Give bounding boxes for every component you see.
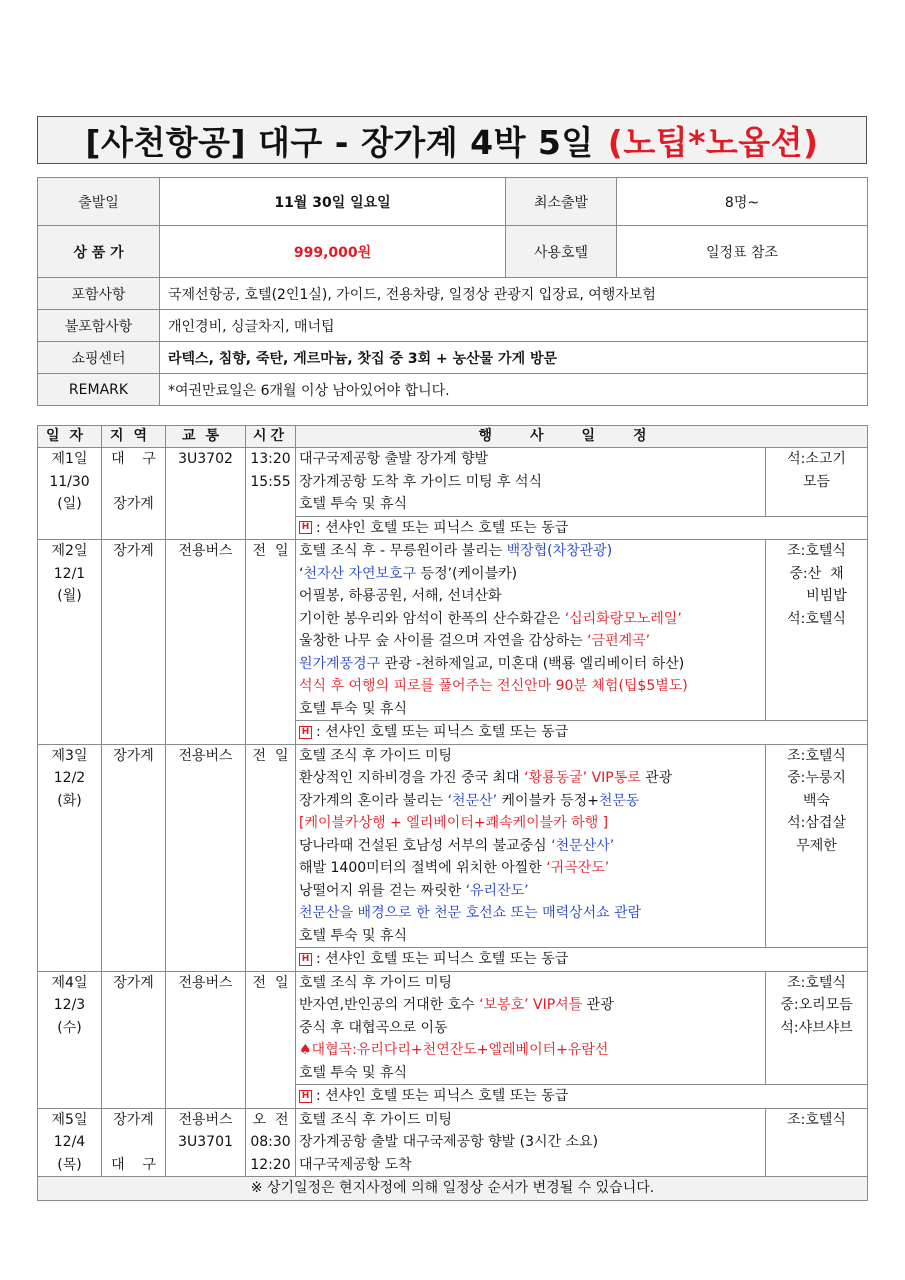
header-region: 지역 bbox=[102, 426, 166, 448]
day1-time1: 13:20 bbox=[250, 451, 291, 467]
day1-meal1: 석:소고기 bbox=[787, 451, 846, 467]
day5-region2: 대 구 bbox=[111, 1156, 156, 1173]
day3-meal4: 석:삼겹살 bbox=[787, 815, 846, 831]
day4-meal3: 석:샤브샤브 bbox=[780, 1019, 853, 1036]
day2-a3: 어필봉, 하룡공원, 서해, 선녀산화 bbox=[299, 588, 502, 604]
info-table bbox=[37, 177, 868, 406]
day2-date-cell bbox=[38, 540, 102, 745]
hotel-icon: H bbox=[299, 953, 312, 966]
day1-label: 제1일 bbox=[51, 451, 88, 467]
day5-meals bbox=[766, 1108, 868, 1177]
day2-row bbox=[38, 540, 868, 721]
day5-a2: 장가계공항 출발 대구국제공항 향발 (3시간 소요) bbox=[299, 1134, 599, 1150]
day4-activities bbox=[296, 971, 766, 1085]
day3-a2-post: 관광 bbox=[640, 770, 673, 786]
day1-region2: 장가계 bbox=[113, 496, 154, 512]
day3-a3-hl1: ‘천문산’ bbox=[447, 792, 498, 809]
day1-hotel bbox=[296, 516, 868, 540]
day4-a5: 호텔 투숙 및 휴식 bbox=[299, 1064, 408, 1081]
hotel-icon: H bbox=[299, 521, 312, 534]
day2-a5: 울창한 나무 숲 사이를 걸으며 자연을 감상하는 bbox=[299, 633, 588, 649]
day1-time-cell bbox=[246, 448, 296, 540]
day3-label: 제3일 bbox=[51, 747, 88, 764]
day2-a8: 호텔 투숙 및 휴식 bbox=[299, 700, 408, 717]
day2-a6-hl: 원가계풍경구 bbox=[299, 655, 381, 672]
day5-region1: 장가계 bbox=[113, 1111, 154, 1128]
day3-dow: (화) bbox=[57, 792, 82, 809]
day4-a2-post: 관광 bbox=[582, 997, 614, 1013]
day4-label: 제4일 bbox=[51, 974, 88, 991]
day4-a1: 호텔 조식 후 가이드 미팅 bbox=[299, 974, 453, 991]
day5-time-cell bbox=[246, 1108, 296, 1177]
day3-hotel-text: : 션샤인 호텔 또는 피닉스 호텔 또는 동급 bbox=[316, 951, 569, 967]
day1-meals bbox=[766, 448, 868, 517]
day3-hotel bbox=[296, 948, 868, 972]
day1-act1: 대구국제공항 출발 장가계 향발 bbox=[299, 451, 489, 467]
day5-label: 제5일 bbox=[51, 1111, 88, 1128]
include-label: 포함사항 bbox=[38, 278, 160, 310]
day3-meal2: 중:누룽지 bbox=[787, 770, 846, 786]
day5-transport2: 3U3701 bbox=[178, 1134, 233, 1150]
hotel-label: 사용호텔 bbox=[506, 226, 617, 278]
day3-date-cell bbox=[38, 744, 102, 971]
day5-transport1: 전용버스 bbox=[178, 1111, 233, 1128]
day1-region-cell bbox=[102, 448, 166, 540]
day1-activities bbox=[296, 448, 766, 517]
day3-a3-hl2: 천문동 bbox=[598, 792, 640, 809]
day4-date: 12/3 bbox=[53, 997, 86, 1013]
day1-date: 11/30 bbox=[49, 473, 90, 490]
day1-row bbox=[38, 448, 868, 517]
day5-time1: 오 전 bbox=[252, 1111, 289, 1128]
day1-transport: 3U3702 bbox=[166, 448, 246, 540]
day1-dow: (일) bbox=[57, 496, 82, 512]
day2-label: 제2일 bbox=[51, 543, 88, 559]
day3-a7-hl: ‘유리잔도’ bbox=[465, 882, 529, 899]
day5-a1: 호텔 조식 후 가이드 미팅 bbox=[299, 1111, 453, 1128]
day5-transport-cell bbox=[166, 1108, 246, 1177]
day3-meals bbox=[766, 744, 868, 948]
day3-a2-hl: ‘황룡동굴’ VIP통로 bbox=[524, 770, 641, 786]
day2-meal2: 중:산 채 bbox=[789, 565, 844, 582]
day2-a5-hl: ‘금편계곡’ bbox=[587, 633, 651, 649]
day3-a8: 천문산을 배경으로 한 천문 호선쇼 또는 매력상서쇼 관람 bbox=[299, 905, 642, 921]
day2-a4-hl: ‘십리화랑모노레일’ bbox=[564, 610, 682, 627]
min-label: 최소출발 bbox=[506, 178, 617, 226]
day3-a6: 해발 1400미터의 절벽에 위치한 아찔한 bbox=[299, 860, 547, 876]
day3-meal1: 조:호텔식 bbox=[787, 747, 846, 764]
day3-a2: 환상적인 지하비경을 가진 중국 최대 bbox=[299, 770, 525, 786]
include-value: 국제선항공, 호텔(2인1실), 가이드, 전용차량, 일정상 관광지 입장료, 여행자보험 bbox=[160, 278, 868, 310]
day3-row bbox=[38, 744, 868, 948]
day4-meals bbox=[766, 971, 868, 1085]
day2-a2-q: ‘ bbox=[299, 565, 304, 582]
day1-meal2: 모듬 bbox=[802, 473, 831, 490]
exclude-value: 개인경비, 싱글차지, 매너팁 bbox=[160, 310, 868, 342]
day3-a3-mid: 케이블카 등정+ bbox=[497, 792, 599, 809]
schedule-header bbox=[38, 426, 868, 448]
schedule-table bbox=[37, 425, 868, 1201]
page-title bbox=[37, 116, 867, 164]
hotel-icon: H bbox=[299, 726, 312, 739]
price-label: 상 품 가 bbox=[38, 226, 160, 278]
title-main: [사천항공] 대구 - 장가계 4박 5일 bbox=[85, 122, 594, 162]
header-day: 일자 bbox=[38, 426, 102, 448]
day1-region1: 대 구 bbox=[111, 451, 156, 467]
day4-region: 장가계 bbox=[102, 971, 166, 1108]
day4-transport: 전용버스 bbox=[166, 971, 246, 1108]
day4-a3: 중식 후 대협곡으로 이동 bbox=[299, 1019, 448, 1036]
day1-date-cell bbox=[38, 448, 102, 540]
day4-a2-hl: ‘보봉호’ VIP셔틀 bbox=[479, 997, 583, 1013]
day4-a4: ♠대협곡:유리다리+천연잔도+엘레베이터+유람선 bbox=[299, 1042, 609, 1058]
day3-activities bbox=[296, 744, 766, 948]
day2-a4: 기이한 봉우리와 암석이 한폭의 산수화같은 bbox=[299, 610, 565, 627]
day4-hotel-text: : 션샤인 호텔 또는 피닉스 호텔 또는 동급 bbox=[316, 1088, 569, 1104]
depart-value: 11월 30일 일요일 bbox=[160, 178, 506, 226]
day2-hotel bbox=[296, 721, 868, 745]
header-transport: 교통 bbox=[166, 426, 246, 448]
day5-date-cell bbox=[38, 1108, 102, 1177]
day1-time2: 15:55 bbox=[250, 473, 291, 490]
day2-a1-hl: 백장협(차창관광) bbox=[506, 543, 613, 559]
day2-meal3: 비빔밥 bbox=[806, 588, 847, 604]
day2-transport: 전용버스 bbox=[166, 540, 246, 745]
day5-time2: 08:30 bbox=[250, 1134, 291, 1150]
day1-act3: 호텔 투숙 및 휴식 bbox=[299, 496, 408, 512]
day4-row bbox=[38, 971, 868, 1085]
day4-date-cell bbox=[38, 971, 102, 1108]
day4-meal2: 중:오리모듬 bbox=[780, 997, 853, 1013]
shop-value: 라텍스, 침향, 죽탄, 게르마늄, 찻집 중 3회 + 농산물 가게 방문 bbox=[160, 342, 868, 374]
day2-meal1: 조:호텔식 bbox=[787, 543, 846, 559]
day4-dow: (수) bbox=[57, 1019, 82, 1036]
day3-a4: [케이블카상행 + 엘리베이터+쾌속케이블카 하행 ] bbox=[299, 815, 609, 831]
day4-meal1: 조:호텔식 bbox=[787, 974, 846, 991]
day3-time: 전 일 bbox=[246, 744, 296, 971]
hotel-icon: H bbox=[299, 1090, 312, 1103]
day1-hotel-text: : 션샤인 호텔 또는 피닉스 호텔 또는 동급 bbox=[316, 519, 569, 536]
day5-region-cell bbox=[102, 1108, 166, 1177]
day2-date: 12/1 bbox=[53, 565, 86, 582]
day2-a6: 관광 -천하제일교, 미혼대 (백룡 엘리베이터 하산) bbox=[380, 655, 685, 672]
remark-value: *여권만료일은 6개월 이상 남아있어야 합니다. bbox=[160, 374, 868, 406]
header-time: 시간 bbox=[246, 426, 296, 448]
day2-hotel-text: : 션샤인 호텔 또는 피닉스 호텔 또는 동급 bbox=[316, 724, 569, 740]
day1-act2: 장가계공항 도착 후 가이드 미팅 후 석식 bbox=[299, 473, 543, 490]
day3-a1: 호텔 조식 후 가이드 미팅 bbox=[299, 747, 453, 764]
day5-meal1: 조:호텔식 bbox=[787, 1111, 846, 1128]
day2-a2: 등정’(케이블카) bbox=[416, 565, 518, 582]
exclude-label: 불포함사항 bbox=[38, 310, 160, 342]
day2-dow: (월) bbox=[57, 588, 82, 604]
day3-transport: 전용버스 bbox=[166, 744, 246, 971]
day2-time: 전 일 bbox=[246, 540, 296, 745]
remark-label: REMARK bbox=[38, 374, 160, 406]
day2-region: 장가계 bbox=[102, 540, 166, 745]
day2-a1: 호텔 조식 후 - 무릉원이라 불리는 bbox=[299, 543, 507, 559]
schedule-note: ※ 상기일정은 현지사정에 의해 일정상 순서가 변경될 수 있습니다. bbox=[38, 1177, 868, 1201]
day3-region: 장가계 bbox=[102, 744, 166, 971]
day3-date: 12/2 bbox=[53, 770, 86, 786]
day2-a7: 석식 후 여행의 피로를 풀어주는 전신안마 90분 체험(팁$5별도) bbox=[299, 678, 688, 694]
day4-time: 전 일 bbox=[246, 971, 296, 1108]
day5-row bbox=[38, 1108, 868, 1177]
day5-a3: 대구국제공항 도착 bbox=[299, 1156, 412, 1173]
day5-time3: 12:20 bbox=[250, 1156, 291, 1173]
day3-a7: 낭떨어지 위를 걷는 짜릿한 bbox=[299, 882, 466, 899]
day2-meal4: 석:호텔식 bbox=[787, 610, 846, 627]
day5-date: 12/4 bbox=[53, 1134, 86, 1150]
title-highlight: (노팁*노옵션) bbox=[607, 122, 819, 162]
day3-meal5: 무제한 bbox=[796, 837, 837, 854]
min-value: 8명~ bbox=[617, 178, 868, 226]
day3-a6-hl: ‘귀곡잔도’ bbox=[546, 860, 610, 876]
day5-dow: (목) bbox=[57, 1156, 82, 1173]
day3-a3: 장가계의 혼이라 불리는 bbox=[299, 792, 448, 809]
day2-meals bbox=[766, 540, 868, 721]
day3-a9: 호텔 투숙 및 휴식 bbox=[299, 927, 408, 944]
day5-activities bbox=[296, 1108, 766, 1177]
day4-a2: 반자연,반인공의 거대한 호수 bbox=[299, 997, 480, 1013]
day3-a5: 당나라때 건설된 호남성 서부의 불교중심 bbox=[299, 837, 552, 854]
day2-activities bbox=[296, 540, 766, 721]
day3-meal3: 백숙 bbox=[802, 792, 831, 809]
depart-label: 출발일 bbox=[38, 178, 160, 226]
shop-label: 쇼핑센터 bbox=[38, 342, 160, 374]
hotel-value: 일정표 참조 bbox=[617, 226, 868, 278]
header-itinerary: 행사일정 bbox=[296, 426, 868, 448]
day2-a2-hl: 천자산 자연보호구 bbox=[303, 565, 417, 582]
day4-hotel bbox=[296, 1085, 868, 1109]
day3-a5-hl: ‘천문산사’ bbox=[551, 837, 615, 854]
price-value: 999,000원 bbox=[160, 226, 506, 278]
